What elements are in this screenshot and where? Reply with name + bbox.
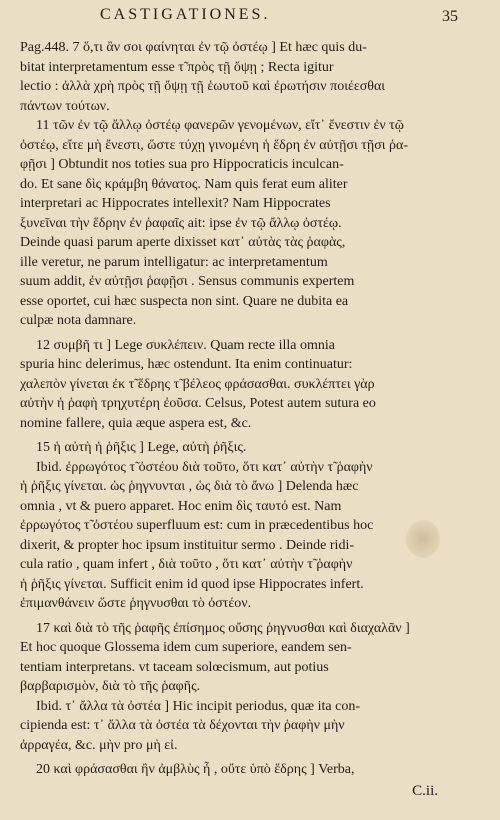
text-line: 20 καὶ φράσασθαι ἢν ἀμβλὺς ἦ , οὔτε ὑπὸ ἕδρης ] Verba,: [36, 762, 355, 777]
text-line: χαλεπὸν γίνεται ἐκ τ̃ ἕδρης τ̃ βέλεος φράσασθαι. συκλέπτει γὰρ: [20, 376, 375, 392]
text-line: bitat interpretamentum esse τ̃ πρὸς τῇ ὄψῃ ; Recta igitur: [20, 59, 334, 75]
text-lines: [20, 38, 450, 780]
text-line: 12 συμβῆ τι ] Lege συκλέπειν. Quam recte illa omnia: [36, 337, 335, 353]
text-line: tentiam interpretans. vt taceam solœcismum, aut potius: [20, 659, 329, 675]
text-line: Ibid. ἐρρωγότος τ̃ ὀστέου διὰ τοῦτο, ὅτι κατ᾽ αὐτὴν τ̃ ῥαφὴν: [36, 459, 373, 475]
text-line: αὐτὴν ἡ ῥαφὴ τρηχυτέρη ἐοῦσα. Celsus, Potest autem sutura eo: [20, 396, 376, 411]
signature-mark: C.ii.: [412, 783, 438, 799]
text-line: suum addit, ἐν αὐτῇσι ῥαφῇσι . Sensus communis expertem: [20, 274, 355, 289]
text-line: φῇσι ] Obtundit nos toties sua pro Hippocraticis inculcan-: [20, 157, 344, 172]
text-line: 17 καὶ διὰ τὸ τῆς ῥαφῆς ἐπίσημος οὔσης ῥηγνυσθαι καὶ διαχαλᾶν ]: [36, 620, 410, 636]
text-line: ἐπιμανθάνειν ὥστε ῥηγνυσθαι τὸ ὀστέον.: [20, 596, 252, 611]
text-line: culpæ nota damnare.: [20, 313, 137, 328]
text-line: spuria hinc delerimus, hæc ostendunt. Ita enim continuatur:: [20, 357, 353, 372]
text-line: 15 ἡ αὐτὴ ἡ ῥῆξις ] Lege, αὐτὴ ῥῆξις.: [36, 440, 247, 455]
text-line: esse oportet, cui hæc suspecta non sint. Quare ne dubita ea: [20, 293, 349, 309]
text-line: Deinde quasi parum aperte dixisset κατ᾽ αὐτὰς τὰς ῥαφὰς,: [20, 235, 346, 250]
text-line: Ibid. τ᾽ ἄλλα τὰ ὀστέα ] Hic incipit periodus, quæ ita con-: [36, 698, 361, 714]
running-title: CASTIGATIONES.: [100, 6, 271, 23]
text-line: interpretari ac Hippocrates intellexit? Nam Hippocrates: [20, 196, 331, 211]
text-line: ἡ ῥῆξις γίνεται. ὡς ῥηγνυνται , ὡς διὰ τὸ ἄνω ] Delenda hæc: [20, 479, 359, 494]
text-line: lectio : ἀλλὰ χρὴ πρὸς τῇ ὄψῃ τῇ ἑωυτοῦ καὶ ἐρωτήσιν ποιέεσθαι: [20, 79, 386, 94]
text-line: 11 τῶν ἐν τῷ ἄλλῳ ὀστέῳ φανερῶν γενομένων, εἴτ᾽ ἔνεστιν ἐν τῷ: [36, 118, 405, 133]
text-line: ὀστέῳ, εἴτε μὴ ἔνεστι, ὥστε τύχῃ γινομένη ἡ ἕδρη ἐν αὐτῇσι τῇσι ῥα-: [20, 137, 409, 153]
text-line: πάντων τούτων.: [20, 98, 110, 114]
text-line: ξυνεῖναι τὴν ἕδρην ἐν ῥαφαῖς ait: ipse ἐν τῷ ἄλλῳ ὀστέῳ.: [20, 215, 342, 231]
text-line: nomine fallere, quia æque aspera est, &c.: [20, 415, 252, 431]
text-line: cipienda est: τ᾽ ἄλλα τὰ ὀστέα τὰ δέχονται τὴν ῥαφὴν μὴν: [20, 718, 345, 733]
text-line: βαρβαρισμὸν, διὰ τὸ τῆς ῥαφῆς.: [20, 679, 201, 694]
text-block: [20, 4, 458, 780]
text-line: cula ratio , quam infert , διὰ τοῦτο , ὅτι κατ᾽ αὐτὴν τ̃ ῥαφὴν: [20, 557, 353, 572]
text-line: ἡ ῥῆξις γίνεται. Sufficit enim id quod ipse Hippocrates infert.: [20, 576, 364, 592]
text-line: ἀρραγέα, &c. μὴν pro μὴ εἰ.: [20, 737, 178, 753]
text-line: Et hoc quoque Glossema idem cum superiore, eandem sen-: [20, 640, 352, 655]
running-header: [20, 4, 458, 38]
text-line: omnia , vt & puero apparet. Hoc enim δὶς ταυτό est. Nam: [20, 498, 342, 514]
text-line: Pag.448. 7 ὅ,τι ἂν σοι φαίνηται ἐν τῷ ὀστέῳ ] Et hæc quis du-: [20, 40, 367, 55]
text-line: dixerit, & propter hoc ipsum instituitur sermo . Deinde ridi-: [20, 537, 354, 553]
text-line: ille veretur, ne parum intelligatur: ac interpretamentum: [20, 254, 328, 270]
page-number: 35: [442, 8, 458, 25]
text-line: ἐρρωγότος τ̃ ὀστέου superfluum est: cum in præcedentibus hoc: [20, 518, 374, 533]
text-line: do. Et sane δὶς κράμβη θάνατος. Nam quis ferat eum aliter: [20, 176, 348, 192]
